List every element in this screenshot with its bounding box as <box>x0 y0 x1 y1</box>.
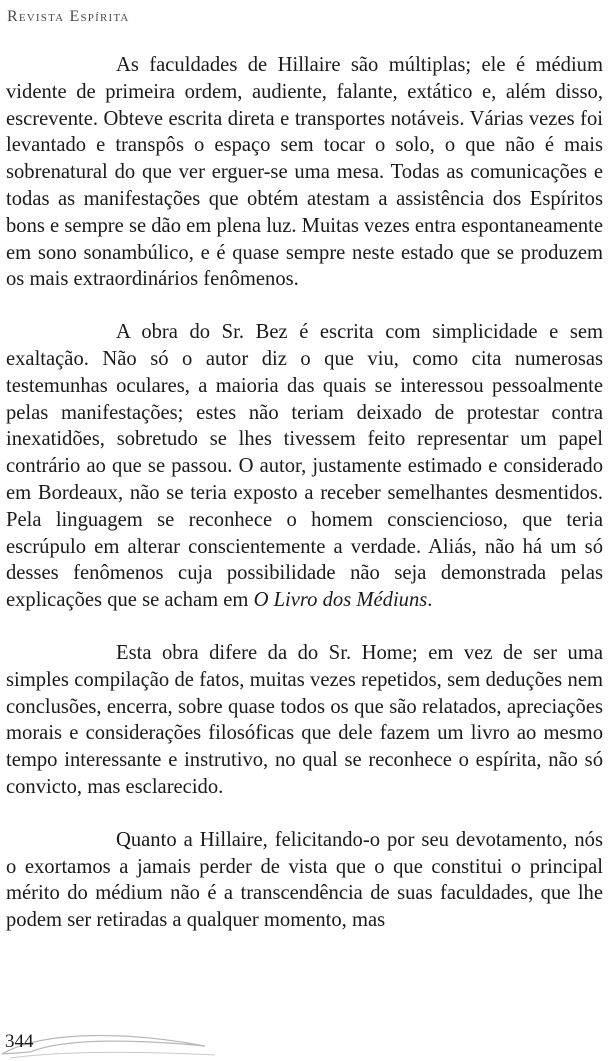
paragraph-bez-work <box>6 319 603 614</box>
running-header: Revista Espírita <box>7 8 130 25</box>
paragraph-text-start: A obra do Sr. Bez é escrita com simplicidade e sem exaltação. Não só o autor diz o que viu, como cita numerosas testemunhas oculares, a maioria das quais se interessou pessoalmente pelas manifestações; estes não teriam deixado de protestar contra inexatidões, sobretudo se lhes tivessem feito representar um papel contrário ao que se passou. O autor, justamente estimado e considerado em Bordeaux, não se teria exposto a receber semelhantes desmentidos. Pela linguagem se reconhece o homem consciencioso, que teria escrúpulo em alterar conscientemente a verdade. Aliás, não há um só desses fenômenos cuja possibilidade não seja demonstrada pelas explicações que se acham em <box>6 321 603 612</box>
paragraph-text-end: . <box>427 589 433 612</box>
page-body <box>6 52 603 960</box>
page-number: 344 <box>5 1031 34 1052</box>
paragraph-hillaire-faculties: As faculdades de Hillaire são múltiplas; ele é médium vidente de primeira ordem, audiente, falante, extático e, além disso, escrevente. Obteve escrita direta e transportes notáveis. Várias vezes foi levantado e transpôs o espaço sem tocar o solo, o que não é mais sobrenatural do que ver erguer-se uma mesa. Todas as comunicações e todas as manifestações que obtém atestam a assistência dos Espíritos bons e sempre se dão em plena luz. Muitas vezes entra espontaneamente em sono sonambúlico, e é quase sempre neste estado que se produzem os mais extraordinários fenômenos. <box>6 54 603 291</box>
book-title: O Livro dos Médiuns <box>253 589 428 612</box>
paragraph-comparison-home: Esta obra difere da do Sr. Home; em vez de ser uma simples compilação de fatos, muitas vezes repetidos, sem deduções nem conclusões, encerra, sobre quase todos os que são relatados, apreciações morais e considerações filosóficas que dele fazem um livro ao mesmo tempo interessante e instrutivo, no qual se reconhece o espírita, não só convicto, mas esclarecido. <box>6 641 603 798</box>
paragraph-exhortation: Quanto a Hillaire, felicitando-o por seu devotamento, nós o exortamos a jamais perder de vista que o que constitui o principal mérito do médium não é a transcendência de suas faculdades, que lhe podem ser retiradas a qualquer momento, mas <box>6 828 603 932</box>
